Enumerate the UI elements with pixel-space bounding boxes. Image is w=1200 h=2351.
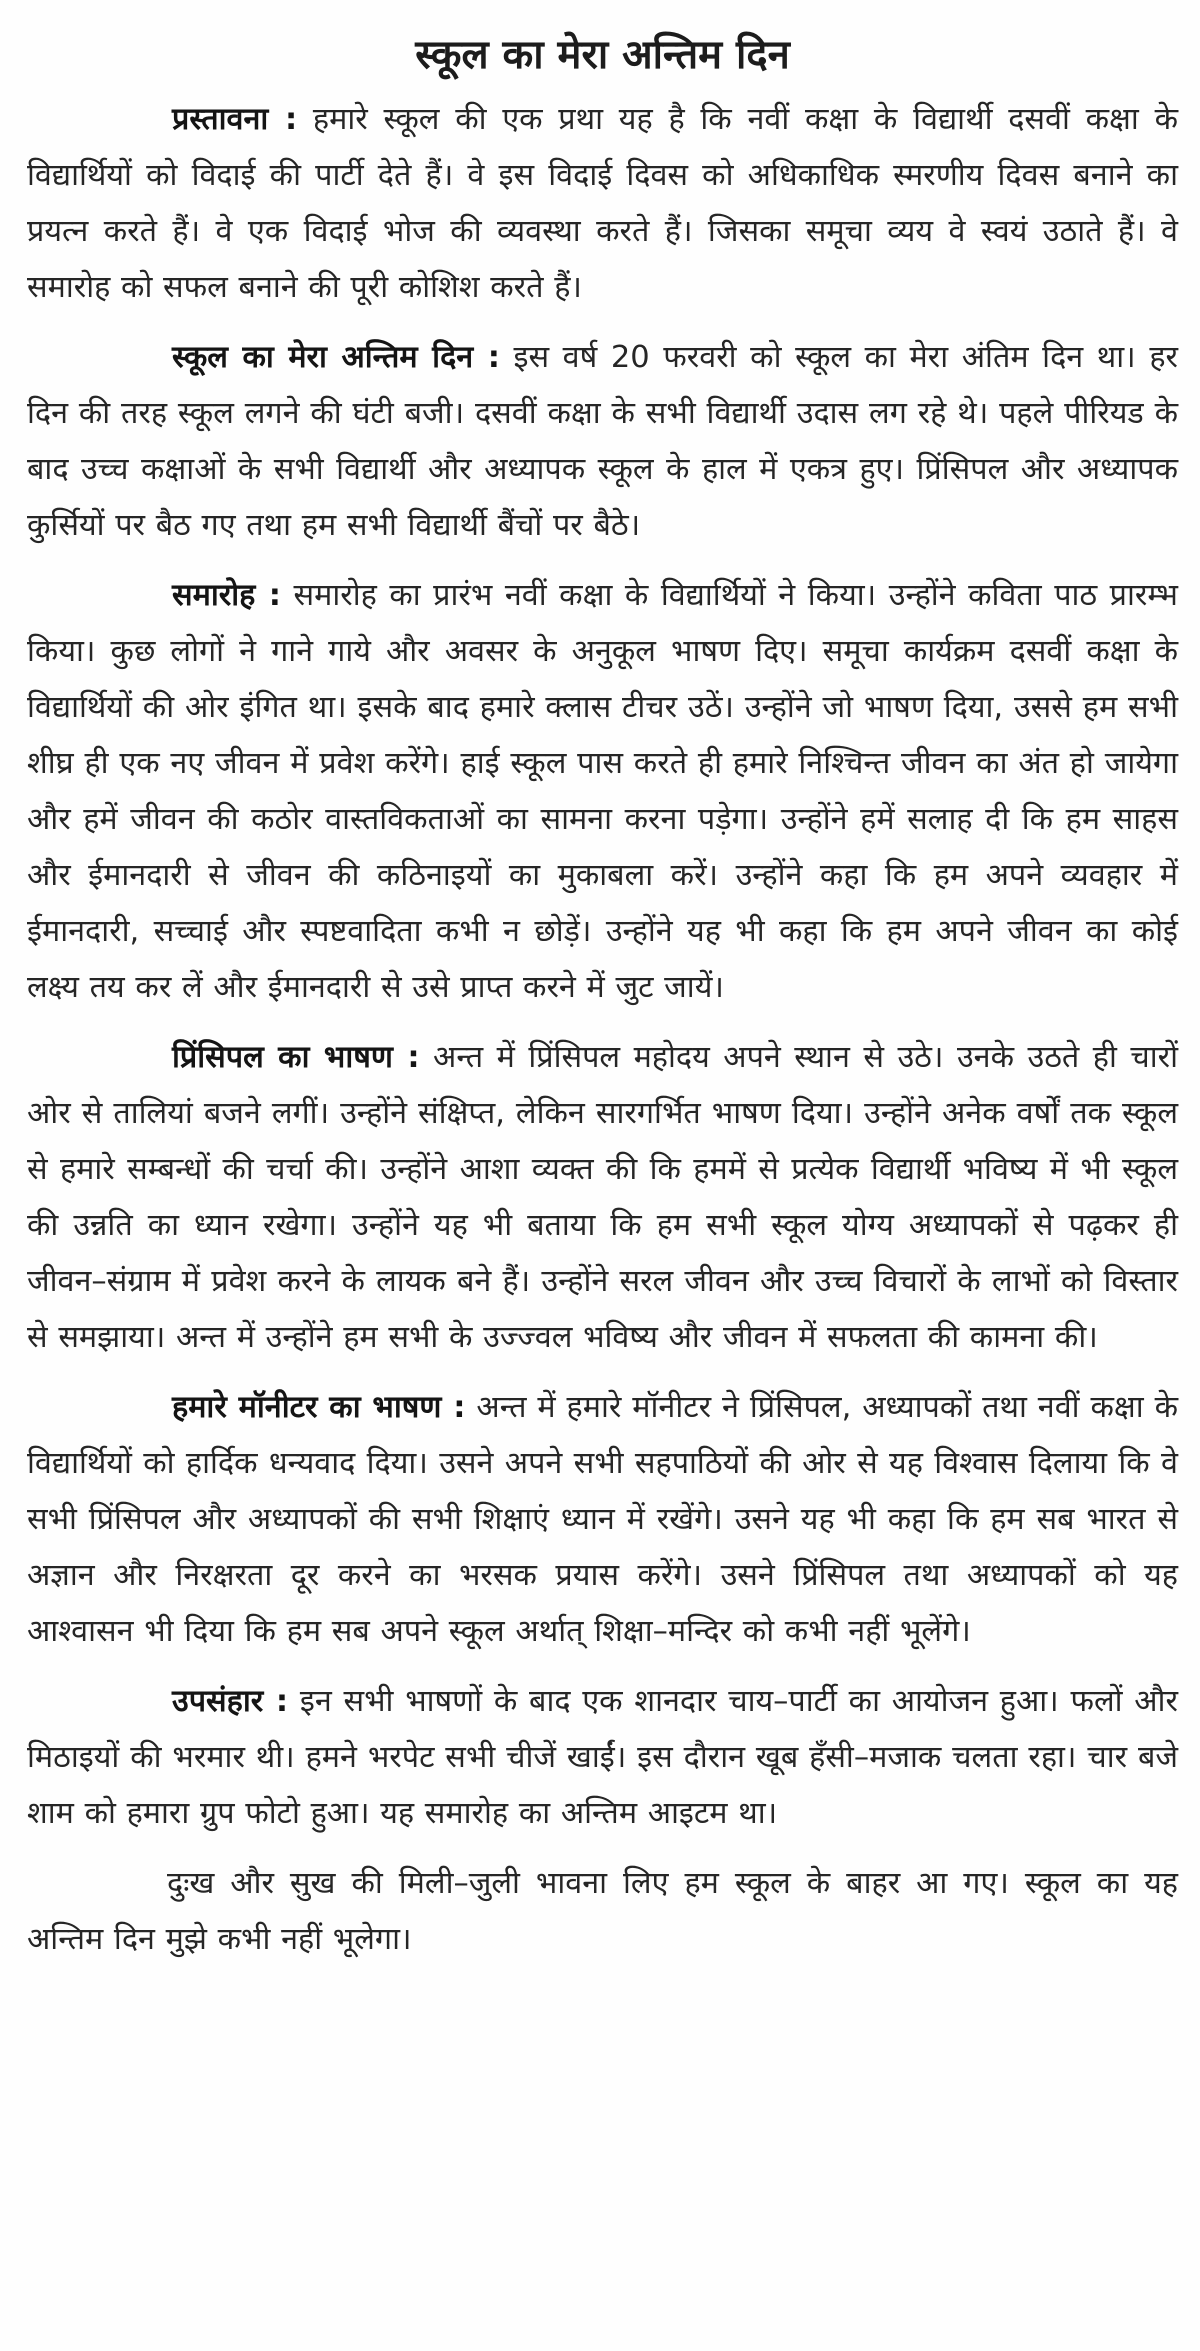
section-ceremony [27, 568, 1178, 1016]
section-text: इन सभी भाषणों के बाद एक शानदार चाय–पार्टी का आयोजन हुआ। फलों और मिठाइयों की भरमार थी। हमने भरपेट सभी चीजें खाईं। इस दौरान खूब हँसी–मजाक चलता रहा। चार बजे शाम को हमारा ग्रुप फोटो हुआ। यह समारोह का अन्तिम आइटम था। [27, 1684, 1178, 1831]
section-text: हमारे स्कूल की एक प्रथा यह है कि नवीं कक्षा के विद्यार्थी दसवीं कक्षा के विद्यार्थियों को विदाई की पार्टी देते हैं। वे इस विदाई दिवस को अधिकाधिक स्मरणीय दिवस बनाने का प्रयत्न करते हैं। वे एक विदाई भोज की व्यवस्था करते हैं। जिसका समूचा व्यय वे स्वयं उठाते हैं। वे समारोह को सफल बनाने की पूरी कोशिश करते हैं। [27, 102, 1179, 305]
section-heading: प्रिंसिपल का भाषण : [172, 1040, 420, 1075]
section-heading: उपसंहार : [172, 1684, 289, 1719]
section-heading: हमारे मॉनीटर का भाषण : [172, 1390, 466, 1425]
section-conclusion [27, 1674, 1178, 1842]
section-heading: स्कूल का मेरा अन्तिम दिन : [172, 340, 500, 375]
section-monitor-speech [27, 1380, 1178, 1660]
essay-title: स्कूल का मेरा अन्तिम दिन [415, 32, 790, 78]
section-text: इस वर्ष 20 फरवरी को स्कूल का मेरा अंतिम दिन था। हर दिन की तरह स्कूल लगने की घंटी बजी। दसवीं कक्षा के सभी विद्यार्थी उदास लग रहे थे। पहले पीरियड के बाद उच्च कक्षाओं के सभी विद्यार्थी और अध्यापक स्कूल के हाल में एकत्र हुए। प्रिंसिपल और अध्यापक कुर्सियों पर बैठ गए तथा हम सभी विद्यार्थी बैंचों पर बैठे। [27, 340, 1178, 543]
section-text: समारोह का प्रारंभ नवीं कक्षा के विद्यार्थियों ने किया। उन्होंने कविता पाठ प्रारम्भ किया। कुछ लोगों ने गाने गाये और अवसर के अनुकूल भाषण दिए। समूचा कार्यक्रम दसवीं कक्षा के विद्यार्थियों की ओर इंगित था। इसके बाद हमारे क्लास टीचर उठें। उन्होंने जो भाषण दिया, उससे हम सभी शीघ्र ही एक नए जीवन में प्रवेश करेंगे। हाई स्कूल पास करते ही हमारे निश्चिन्त जीवन का अंत हो जायेगा और हमें जीवन की कठोर वास्तविकताओं का सामना करना पड़ेगा। उन्होंने हमें सलाह दी कि हम साहस और ईमानदारी से जीवन की कठिनाइयों का मुकाबला करें। उन्होंने कहा कि हम अपने व्यवहार में ईमानदारी, सच्चाई और स्पष्टवादिता कभी न छोड़ें। उन्होंने यह भी कहा कि हम अपने जीवन का कोई लक्ष्य तय कर लें और ईमानदारी से उसे प्राप्त करने में जुट जायें। [27, 578, 1178, 1005]
section-text: अन्त में हमारे मॉनीटर ने प्रिंसिपल, अध्यापकों तथा नवीं कक्षा के विद्यार्थियों को हार्दिक धन्यवाद दिया। उसने अपने सभी सहपाठियों की ओर से यह विश्वास दिलाया कि वे सभी प्रिंसिपल और अध्यापकों की सभी शिक्षाएं ध्यान में रखेंगे। उसने यह भी कहा कि हम सब भारत से अज्ञान और निरक्षरता दूर करने का भरसक प्रयास करेंगे। उसने प्रिंसिपल तथा अध्यापकों को यह आश्वासन भी दिया कि हम सब अपने स्कूल अर्थात् शिक्षा–मन्दिर को कभी नहीं भूलेंगे। [27, 1390, 1179, 1649]
section-text: अन्त में प्रिंसिपल महोदय अपने स्थान से उठे। उनके उठते ही चारों ओर से तालियां बजने लगीं। उन्होंने संक्षिप्त, लेकिन सारगर्भित भाषण दिया। उन्होंने अनेक वर्षों तक स्कूल से हमारे सम्बन्धों की चर्चा की। उन्होंने आशा व्यक्त की कि हममें से प्रत्येक विद्यार्थी भविष्य में भी स्कूल की उन्नति का ध्यान रखेगा। उन्होंने यह भी बताया कि हम सभी स्कूल योग्य अध्यापकों से पढ़कर ही जीवन–संग्राम में प्रवेश करने के लायक बने हैं। उन्होंने सरल जीवन और उच्च विचारों के लाभों को विस्तार से समझाया। अन्त में उन्होंने हम सभी के उज्ज्वल भविष्य और जीवन में सफलता की कामना की। [27, 1040, 1179, 1355]
section-last-day [27, 330, 1178, 554]
closing-paragraph: दुःख और सुख की मिली–जुली भावना लिए हम स्कूल के बाहर आ गए। स्कूल का यह अन्तिम दिन मुझे कभी नहीं भूलेगा। [27, 1866, 1178, 1957]
section-principal-speech [27, 1030, 1178, 1366]
section-introduction [27, 92, 1178, 316]
section-heading: समारोह : [172, 578, 281, 613]
section-heading: प्रस्तावना : [172, 102, 298, 137]
